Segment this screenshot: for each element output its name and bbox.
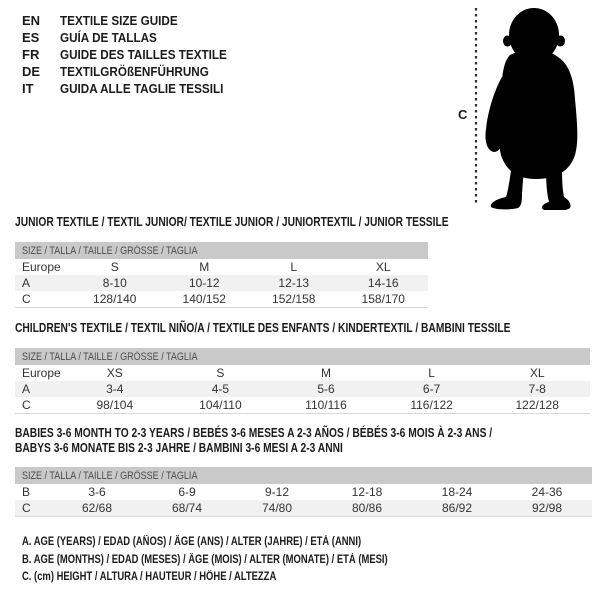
footnote-a: A. AGE (YEARS) / EDAD (AÑOS) / ÂGE (ANS) / ALTER (JAHRE) / ETÀ (ANNI) [22,536,362,548]
lang-row-it [22,80,245,97]
cell: 116/122 [410,398,453,412]
babies-textile-table [15,426,592,517]
cell: 7-8 [484,381,590,397]
cell: 74/80 [232,500,322,517]
cell: 158/170 [361,292,405,306]
lang-row-es [22,29,245,46]
size-header-row [15,467,592,484]
size-header-row [15,242,428,259]
cell: S [216,366,225,380]
table-title: CHILDREN'S TEXTILE / TEXTIL NIÑO/A / TEXTILE DES ENFANTS / KINDERTEXTIL / BAMBINI TESSILE [15,321,511,335]
table-row-age [15,381,590,397]
table-title: BABIES 3-6 MONTH TO 2-3 YEARS / BEBÉS 3-6 MESES A 2-3 AÑOS / BÉBÉS 3-6 MOIS À 2-3 ANS / [15,426,493,440]
cell: XL [375,260,391,274]
table-row-europe [15,259,428,275]
cell: 122/128 [515,398,559,412]
lang-code: DE [22,64,41,79]
childrens-textile-table [15,321,590,414]
cell: 140/152 [182,292,226,306]
cell: XS [106,366,123,380]
cell: 152/158 [272,292,316,306]
lang-label: GUÍA DE TALLAS [60,30,157,45]
footnote-c: C. (cm) HEIGHT / ALTURA / HAUTEUR / HÖHE / ALTEZZA [22,571,277,583]
table-row-age [15,275,428,291]
size-header-band: SIZE / TALLA / TAILLE / GRÖSSE / TAGLIA [15,467,592,484]
cell: 68/74 [142,500,232,517]
table-title: JUNIOR TEXTILE / TEXTIL JUNIOR/ TEXTILE JUNIOR / JUNIORTEXTIL / JUNIOR TESSILE [15,215,449,229]
cell: 80/86 [322,500,412,517]
toddler-silhouette-icon [485,8,577,210]
table-row-europe [15,365,590,381]
cell: M [199,260,210,274]
row-label: A [15,381,62,397]
cell: 6-7 [379,381,485,397]
cell: 5-6 [273,381,379,397]
cell: 110/116 [305,398,347,412]
cell: 12-18 [351,485,383,499]
table-row-height [15,291,428,308]
lang-label: GUIDA ALLE TAGLIE TESSILI [60,81,224,96]
footnote-b: B. AGE (MONTHS) / EDAD (MESES) / ÂGE (MOIS) / ALTER (MONATE) / ETÀ (MESI) [22,553,388,566]
row-label: C [15,500,52,517]
lang-code: ES [22,30,40,45]
cell: 6-9 [178,485,196,499]
cell: 18-24 [441,485,473,499]
cell: 62/68 [52,500,142,517]
lang-code: IT [22,81,34,96]
cell: 98/104 [96,398,134,412]
size-header-band: SIZE / TALLA / TAILLE / GRÖSSE / TAGLIA [15,242,428,259]
lang-label: TEXTILE SIZE GUIDE [60,13,178,28]
cell: 92/98 [502,500,592,517]
cell: 4-5 [168,381,274,397]
cell: 24-36 [531,485,563,499]
lang-row-de [22,63,245,80]
cell: M [320,366,331,380]
lang-code: EN [22,13,41,28]
lang-row-fr [22,46,245,63]
cell: L [290,260,298,274]
measurement-legend [22,536,468,589]
cell: 10-12 [160,275,250,291]
row-label: B [22,485,31,499]
lang-label: TEXTILGRÖßENFÜHRUNG [60,64,209,79]
lang-label: GUIDE DES TAILLES TEXTILE [60,47,227,62]
row-label: C [22,398,31,412]
cell: L [428,366,435,380]
language-title-list [22,12,245,97]
size-header-band: SIZE / TALLA / TAILLE / GRÖSSE / TAGLIA [15,348,590,365]
table-row-height [15,500,592,517]
size-header-row [15,348,590,365]
table-title-line2: BABYS 3-6 MONATE BIS 2-3 JAHRE / BAMBINI 3-6 MESI A 2-3 ANNI [15,441,343,455]
table-row-age-months [15,484,592,500]
measurement-figure [450,3,600,210]
cell: XL [529,366,545,380]
row-label: Europe [22,366,61,380]
junior-textile-table [15,215,449,308]
cell: 12-13 [249,275,339,291]
cell: 128/140 [93,292,137,306]
cell: 8-10 [70,275,160,291]
cell: 9-12 [264,485,290,499]
cell: 104/110 [199,398,242,412]
row-label: Europe [22,260,61,274]
cell: S [110,260,119,274]
row-label: A [15,275,70,291]
cell: 86/92 [412,500,502,517]
row-label: C [22,292,31,306]
cell: 14-16 [339,275,429,291]
lang-row-en [22,12,245,29]
cell: 3-6 [88,485,106,499]
table-row-height [15,397,590,414]
lang-code: FR [22,47,40,62]
cell: 3-4 [62,381,168,397]
measure-label-c: C [458,107,468,122]
